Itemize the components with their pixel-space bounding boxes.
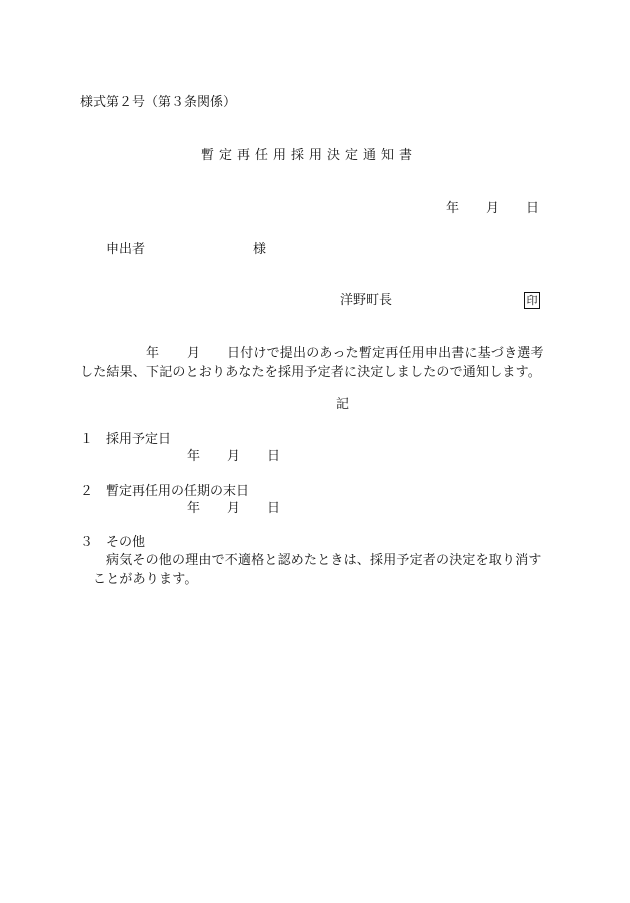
body-line2-text: した結果、下記のとおりあなたを採用予定者に決定しましたので通知します。 bbox=[80, 365, 541, 380]
item-number: ３ bbox=[80, 535, 94, 550]
body-line1-text: 日付けで提出のあった暫定再任用申出書に基づき選考 bbox=[227, 346, 544, 361]
item-date-month: 月 bbox=[227, 449, 241, 464]
item-number: ２ bbox=[80, 484, 94, 499]
item-date-day: 日 bbox=[267, 449, 281, 464]
issuer-name: 洋野町長 bbox=[340, 293, 393, 308]
body-month: 月 bbox=[187, 346, 201, 361]
issue-date-year: 年 bbox=[446, 201, 460, 216]
item-date-day: 日 bbox=[267, 501, 281, 516]
item-number: １ bbox=[80, 432, 94, 447]
issue-date-day: 日 bbox=[526, 201, 540, 216]
item-text-line2: ことがあります。 bbox=[93, 572, 198, 587]
item-date-year: 年 bbox=[187, 449, 201, 464]
body-year: 年 bbox=[146, 346, 160, 361]
document-title: 暫定再任用採用決定通知書 bbox=[201, 148, 418, 163]
applicant-honorific: 様 bbox=[253, 242, 267, 257]
form-label: 様式第２号（第３条関係） bbox=[80, 95, 237, 110]
item-label: その他 bbox=[106, 535, 146, 550]
applicant-label: 申出者 bbox=[106, 242, 146, 257]
item-date-month: 月 bbox=[227, 501, 241, 516]
seal-mark: 印 bbox=[524, 292, 540, 309]
item-label: 暫定再任用の任期の末日 bbox=[106, 484, 250, 499]
item-label: 採用予定日 bbox=[106, 432, 172, 447]
item-date-year: 年 bbox=[187, 501, 201, 516]
ki-heading: 記 bbox=[336, 397, 350, 412]
item-text-line1: 病気その他の理由で不適格と認めたときは、採用予定者の決定を取り消す bbox=[106, 553, 542, 568]
issue-date-month: 月 bbox=[486, 201, 500, 216]
